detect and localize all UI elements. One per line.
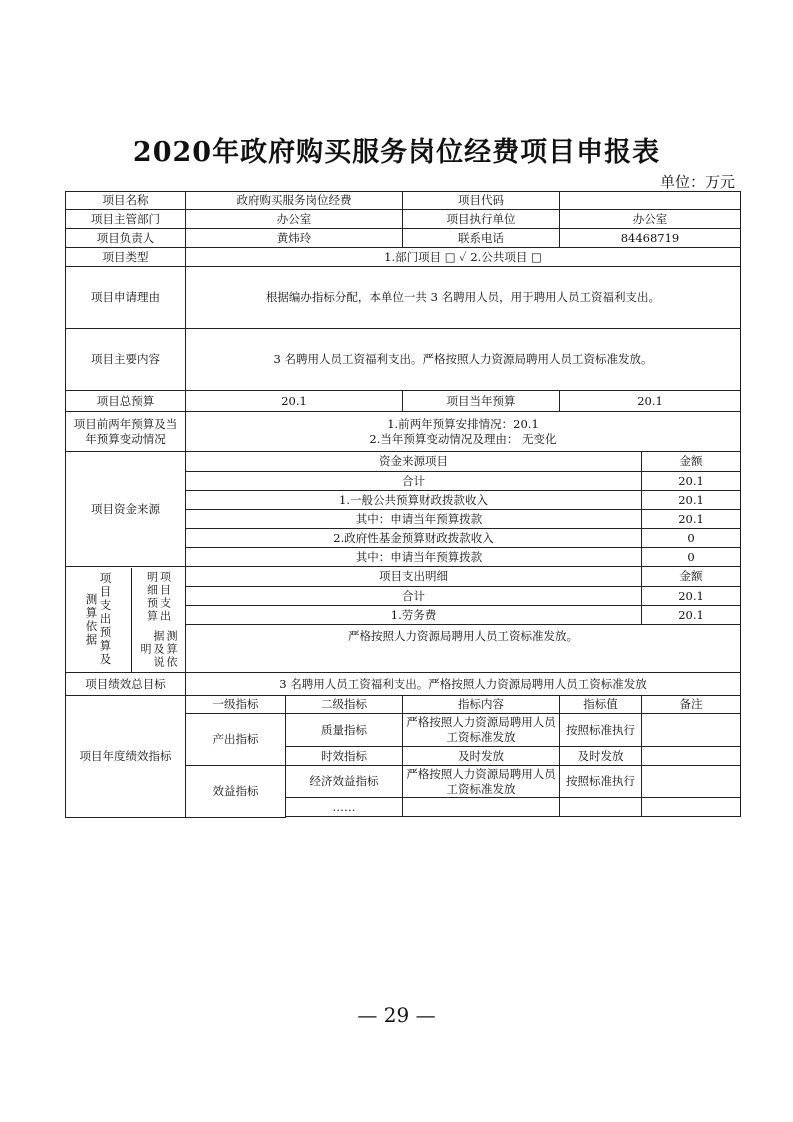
col-header: 二级指标 [286, 696, 403, 714]
level2: 经济效益指标 [286, 766, 403, 798]
expense-outer-label: 项目支出预算及测算依据 [84, 572, 113, 667]
label: 项目资金来源 [66, 452, 186, 567]
value: 办公室 [560, 210, 741, 229]
label: 项目绩效总目标 [66, 673, 186, 696]
value [186, 412, 741, 452]
label: 项目前两年预算及当年预算变动情况 [66, 412, 186, 452]
row-type [66, 248, 741, 267]
value: 1.部门项目 □ ✓ 2.公共项目 □ [186, 248, 741, 267]
amount: 20.1 [642, 510, 741, 529]
label: 项目负责人 [66, 229, 186, 248]
item: 其中：申请当年预算拨款 [186, 510, 642, 529]
value [560, 192, 741, 210]
col-header: 资金来源项目 [186, 452, 642, 472]
level1: 效益指标 [186, 766, 286, 818]
level2: 时效指标 [286, 747, 403, 766]
amount: 0 [642, 548, 741, 567]
amount: 20.1 [642, 491, 741, 510]
content: 及时发放 [403, 747, 560, 766]
row-content [66, 329, 741, 391]
row-previous [66, 412, 741, 452]
label: 项目类型 [66, 248, 186, 267]
level2: 质量指标 [286, 714, 403, 747]
item: 1.一般公共预算财政拨款收入 [186, 491, 642, 510]
col-header: 金额 [642, 452, 741, 472]
col-header: 一级指标 [186, 696, 286, 714]
col-header: 指标值 [560, 696, 642, 714]
label: 项目年度绩效指标 [66, 696, 186, 818]
value: 黄炜玲 [186, 229, 403, 248]
amount: 20.1 [642, 606, 741, 625]
target [560, 798, 642, 817]
label: 项目总预算 [66, 391, 186, 412]
level2: …… [286, 798, 403, 817]
expense-outer-cell [66, 567, 186, 673]
label: 项目申请理由 [66, 267, 186, 329]
label: 项目主要内容 [66, 329, 186, 391]
expense-outer-label-cell [66, 568, 131, 672]
value: 20.1 [560, 391, 741, 412]
page-number: — 29 — [357, 1003, 436, 1027]
application-form [65, 191, 741, 818]
col-header: 备注 [642, 696, 741, 714]
row-budget [66, 391, 741, 412]
expense-header [66, 567, 741, 587]
prev-line-2: 2.当年预算变动情况及理由： 无变化 [369, 431, 557, 446]
item: 其中：申请当年预算拨款 [186, 548, 642, 567]
row-reason [66, 267, 741, 329]
value: 办公室 [186, 210, 403, 229]
amount: 0 [642, 529, 741, 548]
value: 3 名聘用人员工资福利支出。严格按照人力资源局聘用人员工资标准发放。 [186, 329, 741, 391]
target: 按照标准执行 [560, 714, 642, 747]
amount: 20.1 [642, 472, 741, 491]
label: 联系电话 [403, 229, 560, 248]
target: 及时发放 [560, 747, 642, 766]
expense-label-grid [66, 568, 185, 672]
note [642, 747, 741, 766]
col-header: 金额 [642, 567, 741, 587]
perf-header [66, 696, 741, 714]
note [642, 714, 741, 747]
amount: 20.1 [642, 587, 741, 606]
value: 20.1 [186, 391, 403, 412]
value: 84468719 [560, 229, 741, 248]
basis-text: 严格按照人力资源局聘用人员工资标准发放。 [186, 625, 741, 673]
expense-sub-label-cell [131, 568, 185, 672]
item: 合计 [186, 587, 642, 606]
item: 1.劳务费 [186, 606, 642, 625]
col-header: 指标内容 [403, 696, 560, 714]
detail-label: 项目支出明细预算 [145, 570, 172, 623]
col-header: 项目支出明细 [186, 567, 642, 587]
page-title: 2020年政府购买服务岗位经费项目申报表 [132, 137, 661, 168]
label: 项目名称 [66, 192, 186, 210]
label: 项目当年预算 [403, 391, 560, 412]
value: 3 名聘用人员工资福利支出。严格按照人力资源局聘用人员工资标准发放 [186, 673, 741, 696]
level1: 产出指标 [186, 714, 286, 766]
item: 2.政府性基金预算财政拨款收入 [186, 529, 642, 548]
row-project-name [66, 192, 741, 210]
label: 项目代码 [403, 192, 560, 210]
unit-label: 单位：万元 [659, 173, 735, 191]
prev-line-1: 1.前两年预算安排情况：20.1 [387, 416, 539, 431]
funding-header [66, 452, 741, 472]
content [403, 798, 560, 817]
value: 政府购买服务岗位经费 [186, 192, 403, 210]
label: 项目执行单位 [403, 210, 560, 229]
note [642, 766, 741, 798]
row-department [66, 210, 741, 229]
row-goal [66, 673, 741, 696]
item: 合计 [186, 472, 642, 491]
value: 根据编办指标分配，本单位一共 3 名聘用人员，用于聘用人员工资福利支出。 [186, 267, 741, 329]
content: 严格按照人力资源局聘用人员工资标准发放 [403, 766, 560, 798]
row-owner [66, 229, 741, 248]
content: 严格按照人力资源局聘用人员工资标准发放 [403, 714, 560, 747]
note [642, 798, 741, 817]
target: 按照标准执行 [560, 766, 642, 798]
label: 项目主管部门 [66, 210, 186, 229]
basis-label: 测算依据及说明 [138, 630, 178, 669]
